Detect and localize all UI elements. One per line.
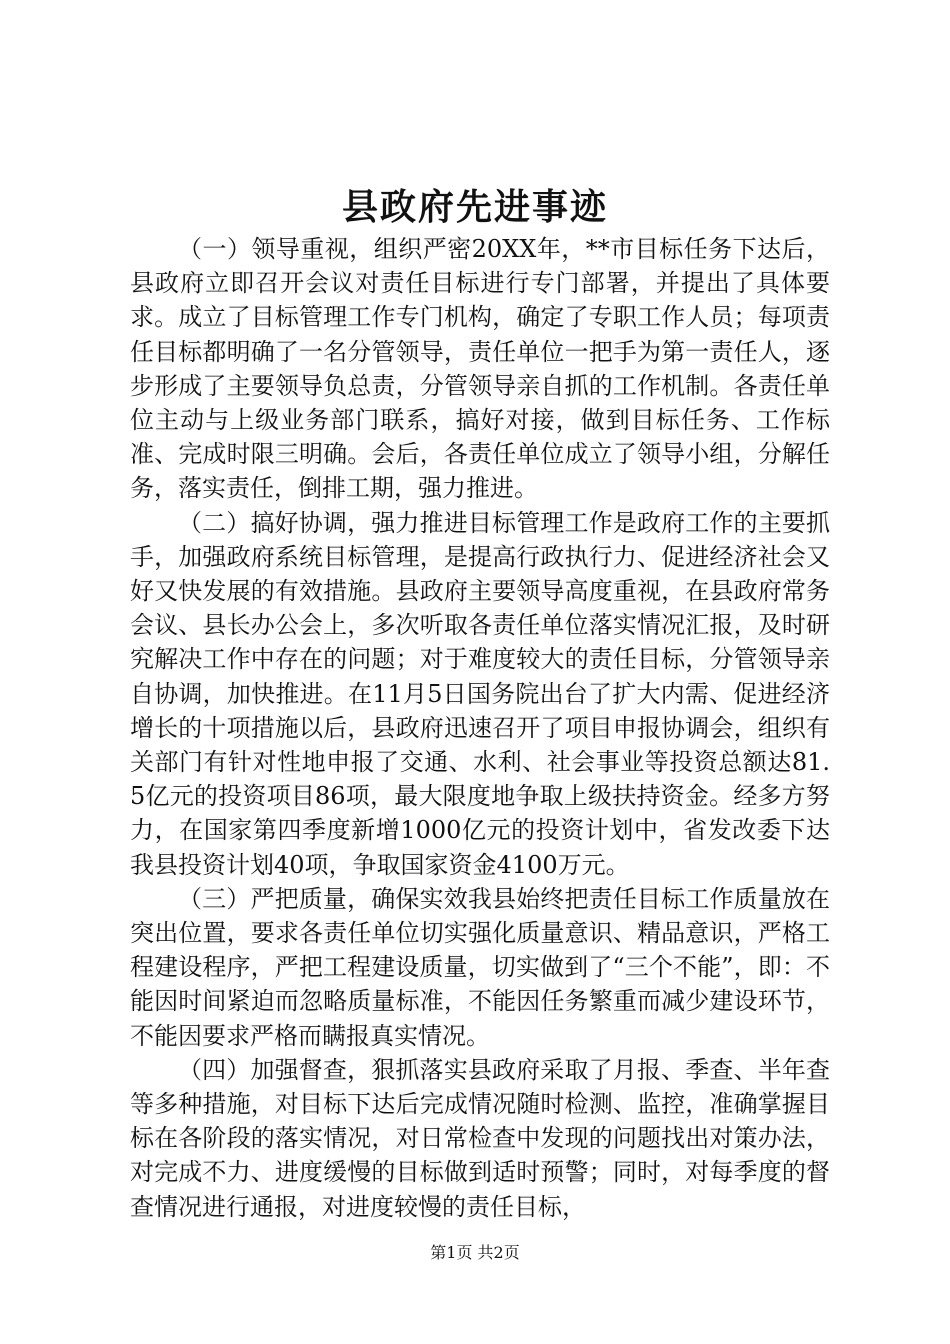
paragraph-1: （一）领导重视，组织严密20XX年，**市目标任务下达后，县政府立即召开会议对责任目标进行专门部署，并提出了具体要求。成立了目标管理工作专门机构，确定了专职工作人员；每项责任目标都明确了一名分管领导，责任单位一把手为第一责任人，逐步形成了主要领导负总责，分管领导亲自抓的工作机制。各责任单位主动与上级业务部门联系，搞好对接，做到目标任务、工作标准、完成时限三明确。会后，各责任单位成立了领导小组，分解任务，落实责任，倒排工期，强力推进。 bbox=[130, 235, 830, 503]
paragraph-4: （四）加强督查，狠抓落实县政府采取了月报、季查、半年查等多种措施，对目标下达后完成情况随时检测、监控，准确掌握目标在各阶段的落实情况，对日常检查中发现的问题找出对策办法，对完成不力、进度缓慢的目标做到适时预警；同时，对每季度的督查情况进行通报，对进度较慢的责任目标， bbox=[130, 1055, 830, 1221]
document-title: 县政府先进事迹 bbox=[341, 186, 608, 228]
document-body bbox=[130, 232, 830, 1224]
paragraph-2: （二）搞好协调，强力推进目标管理工作是政府工作的主要抓手，加强政府系统目标管理，是提高行政执行力、促进经济社会又好又快发展的有效措施。县政府主要领导高度重视，在县政府常务会议、县长办公会上，多次听取各责任单位落实情况汇报，及时研究解决工作中存在的问题；对于难度较大的责任目标，分管领导亲自协调，加快推进。在11月5日国务院出台了扩大内需、促进经济增长的十项措施以后，县政府迅速召开了项目申报协调会，组织有关部门有针对性地申报了交通、水利、社会事业等投资总额达81.5亿元的投资项目86项，最大限度地争取上级扶持资金。经多方努力，在国家第四季度新增1000亿元的投资计划中，省发改委下达我县投资计划40项，争取国家资金4100万元。 bbox=[130, 508, 830, 879]
paragraph-3: （三）严把质量，确保实效我县始终把责任目标工作质量放在突出位置，要求各责任单位切实强化质量意识、精品意识，严格工程建设程序，严把工程建设质量，切实做到了“三个不能”，即：不能因时间紧迫而忽略质量标准，不能因任务繁重而减少建设环节，不能因要求严格而瞒报真实情况。 bbox=[130, 884, 830, 1050]
page-number-footer: 第1页 共2页 bbox=[430, 1243, 520, 1262]
